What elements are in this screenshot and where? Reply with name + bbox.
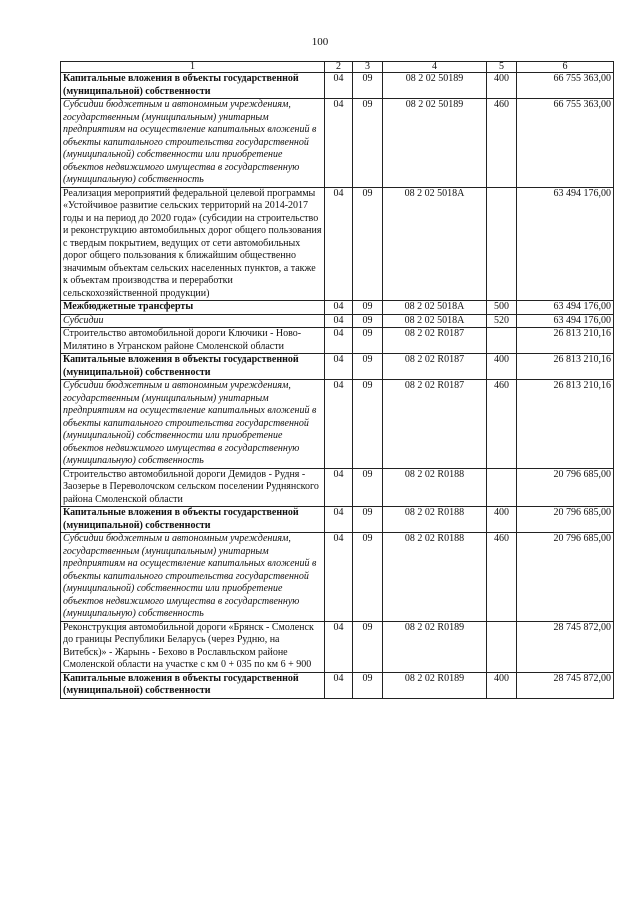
subsection-code-cell: 09: [353, 301, 383, 315]
amount-cell: 66 755 363,00: [517, 73, 614, 99]
expense-type-cell: 460: [487, 533, 517, 622]
table-row: [61, 73, 614, 99]
column-header: 5: [487, 62, 517, 73]
table-row: [61, 507, 614, 533]
amount-cell: 26 813 210,16: [517, 354, 614, 380]
table-row: [61, 672, 614, 698]
expense-type-cell: 400: [487, 507, 517, 533]
row-name-cell: Капитальные вложения в объекты государственной (муниципальной) собственности: [61, 73, 325, 99]
column-number-row: [61, 62, 614, 73]
section-code-cell: 04: [325, 672, 353, 698]
subsection-code-cell: 09: [353, 99, 383, 188]
target-article-cell: 08 2 02 50189: [383, 99, 487, 188]
section-code-cell: 04: [325, 621, 353, 672]
table-row: [61, 380, 614, 469]
row-name-cell: Субсидии бюджетным и автономным учреждениям, государственным (муниципальным) унитарным предприятиям на осуществление капитальных вложений в объекты капитального строительства государственной (муниципальной) собственности или приобретение объектов недвижимого имущества в государственную (муниципальную) собственность: [61, 380, 325, 469]
column-header: 4: [383, 62, 487, 73]
subsection-code-cell: 09: [353, 73, 383, 99]
subsection-code-cell: 09: [353, 380, 383, 469]
row-name-cell: Межбюджетные трансферты: [61, 301, 325, 315]
column-header: 6: [517, 62, 614, 73]
section-code-cell: 04: [325, 380, 353, 469]
page-number: 100: [311, 36, 329, 48]
subsection-code-cell: 09: [353, 507, 383, 533]
target-article-cell: 08 2 02 R0189: [383, 672, 487, 698]
table-row: [61, 314, 614, 328]
subsection-code-cell: 09: [353, 621, 383, 672]
section-code-cell: 04: [325, 468, 353, 507]
target-article-cell: 08 2 02 R0188: [383, 468, 487, 507]
section-code-cell: 04: [325, 328, 353, 354]
target-article-cell: 08 2 02 50189: [383, 73, 487, 99]
row-name-cell: Реконструкция автомобильной дороги «Брянск - Смоленск до границы Республики Беларусь (через Рудню, на Витебск)» - Жарынь - Бехово в Рославльском районе Смоленской области на участке с км 0 + 035 по км 6 + 900: [61, 621, 325, 672]
row-name-cell: Субсидии бюджетным и автономным учреждениям, государственным (муниципальным) унитарным предприятиям на осуществление капитальных вложений в объекты капитального строительства государственной (муниципальной) собственности или приобретение объектов недвижимого имущества в государственную (муниципальную) собственность: [61, 533, 325, 622]
target-article-cell: 08 2 02 5018А: [383, 314, 487, 328]
target-article-cell: 08 2 02 R0188: [383, 507, 487, 533]
budget-table: [60, 61, 614, 699]
table-row: [61, 328, 614, 354]
table-row: [61, 301, 614, 315]
row-name-cell: Субсидии бюджетным и автономным учреждениям, государственным (муниципальным) унитарным предприятиям на осуществление капитальных вложений в объекты капитального строительства государственной (муниципальной) собственности или приобретение объектов недвижимого имущества в государственную (муниципальную) собственность: [61, 99, 325, 188]
expense-type-cell: [487, 468, 517, 507]
subsection-code-cell: 09: [353, 468, 383, 507]
subsection-code-cell: 09: [353, 187, 383, 301]
amount-cell: 63 494 176,00: [517, 314, 614, 328]
amount-cell: 20 796 685,00: [517, 468, 614, 507]
amount-cell: 66 755 363,00: [517, 99, 614, 188]
budget-table-body: [61, 62, 614, 699]
target-article-cell: 08 2 02 R0187: [383, 380, 487, 469]
expense-type-cell: [487, 328, 517, 354]
expense-type-cell: 460: [487, 99, 517, 188]
row-name-cell: Субсидии: [61, 314, 325, 328]
expense-type-cell: [487, 621, 517, 672]
amount-cell: 63 494 176,00: [517, 187, 614, 301]
target-article-cell: 08 2 02 R0187: [383, 354, 487, 380]
amount-cell: 63 494 176,00: [517, 301, 614, 315]
row-name-cell: Реализация мероприятий федеральной целевой программы «Устойчивое развитие сельских территорий на 2014-2017 годы и на период до 2020 года» (субсидии на строительство и реконструкцию автомобильных дорог общего пользования с твердым покрытием, ведущих от сети автомобильных дорог общего пользования к ближайшим общественно значимым объектам сельских населенных пунктов, а также к объектам производства и переработки сельскохозяйственной продукции): [61, 187, 325, 301]
section-code-cell: 04: [325, 99, 353, 188]
expense-type-cell: [487, 187, 517, 301]
target-article-cell: 08 2 02 5018А: [383, 187, 487, 301]
section-code-cell: 04: [325, 187, 353, 301]
expense-type-cell: 400: [487, 672, 517, 698]
expense-type-cell: 460: [487, 380, 517, 469]
section-code-cell: 04: [325, 507, 353, 533]
row-name-cell: Капитальные вложения в объекты государственной (муниципальной) собственности: [61, 672, 325, 698]
amount-cell: 26 813 210,16: [517, 380, 614, 469]
target-article-cell: 08 2 02 R0189: [383, 621, 487, 672]
amount-cell: 28 745 872,00: [517, 621, 614, 672]
target-article-cell: 08 2 02 5018А: [383, 301, 487, 315]
table-row: [61, 99, 614, 188]
subsection-code-cell: 09: [353, 533, 383, 622]
subsection-code-cell: 09: [353, 354, 383, 380]
row-name-cell: Строительство автомобильной дороги Демидов - Рудня - Заозерье в Переволочском сельском поселении Руднянского района Смоленской области: [61, 468, 325, 507]
table-row: [61, 533, 614, 622]
expense-type-cell: 400: [487, 354, 517, 380]
amount-cell: 26 813 210,16: [517, 328, 614, 354]
subsection-code-cell: 09: [353, 314, 383, 328]
table-row: [61, 187, 614, 301]
section-code-cell: 04: [325, 533, 353, 622]
expense-type-cell: 520: [487, 314, 517, 328]
section-code-cell: 04: [325, 314, 353, 328]
row-name-cell: Строительство автомобильной дороги Ключики - Ново-Милятино в Угранском районе Смоленской области: [61, 328, 325, 354]
amount-cell: 20 796 685,00: [517, 507, 614, 533]
expense-type-cell: 400: [487, 73, 517, 99]
subsection-code-cell: 09: [353, 328, 383, 354]
row-name-cell: Капитальные вложения в объекты государственной (муниципальной) собственности: [61, 507, 325, 533]
amount-cell: 28 745 872,00: [517, 672, 614, 698]
column-header: 1: [61, 62, 325, 73]
target-article-cell: 08 2 02 R0188: [383, 533, 487, 622]
expense-type-cell: 500: [487, 301, 517, 315]
table-row: [61, 621, 614, 672]
column-header: 2: [325, 62, 353, 73]
section-code-cell: 04: [325, 73, 353, 99]
row-name-cell: Капитальные вложения в объекты государственной (муниципальной) собственности: [61, 354, 325, 380]
amount-cell: 20 796 685,00: [517, 533, 614, 622]
section-code-cell: 04: [325, 354, 353, 380]
subsection-code-cell: 09: [353, 672, 383, 698]
target-article-cell: 08 2 02 R0187: [383, 328, 487, 354]
section-code-cell: 04: [325, 301, 353, 315]
column-header: 3: [353, 62, 383, 73]
table-row: [61, 354, 614, 380]
table-row: [61, 468, 614, 507]
